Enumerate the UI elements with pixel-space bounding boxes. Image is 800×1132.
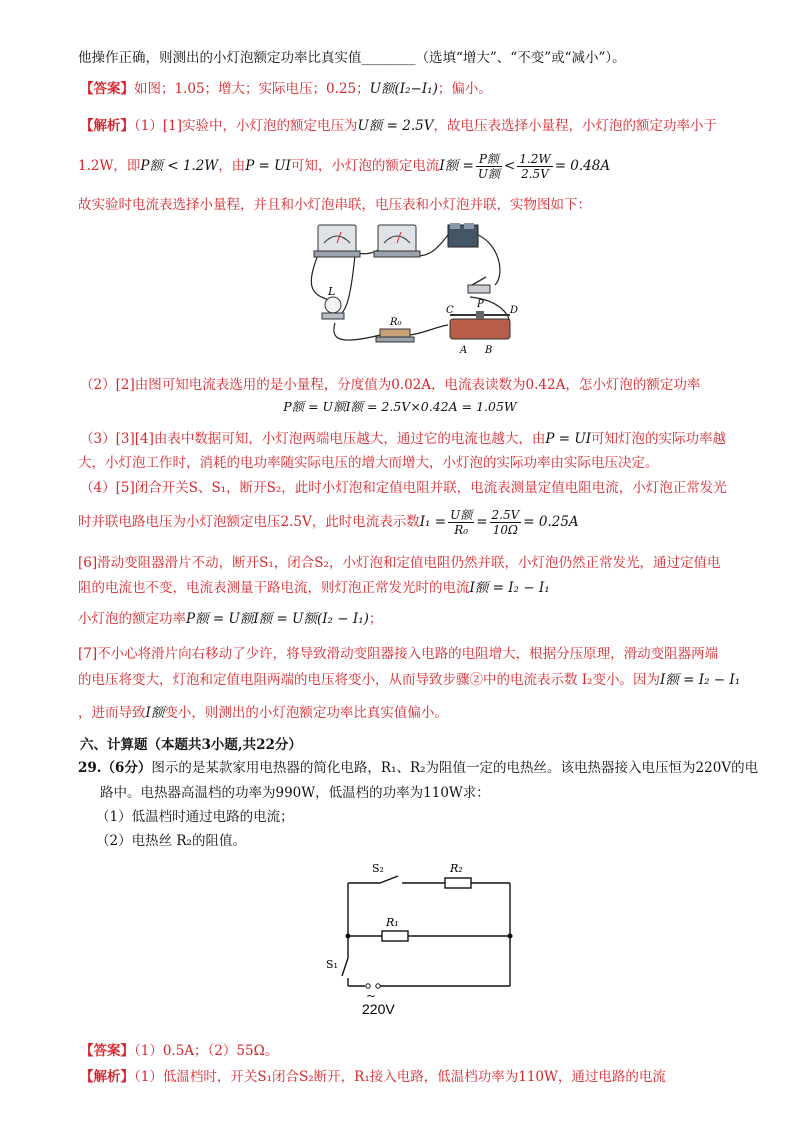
fraction <box>476 152 502 181</box>
switch-icon <box>468 285 490 293</box>
formula: P额 = U额I额 = U额(I₂ − I₁) <box>186 611 369 627</box>
question-number: 29. <box>78 760 102 776</box>
formula: = 0.48A <box>554 158 611 174</box>
formula: U额 = 2.5V <box>357 118 434 134</box>
analysis-text: （1）[1]实验中，小灯泡的额定电压为 <box>134 118 358 134</box>
analysis-text: 变小，则测出的小灯泡额定功率比真实值偏小。 <box>164 705 448 721</box>
fraction-denominator: R₀ <box>454 523 469 537</box>
formula: I额 = I₂ − I₁ <box>660 672 741 688</box>
label-C: C <box>446 305 454 316</box>
label-B: B <box>485 345 493 356</box>
section-title: 六、计算题（本题共3小题,共22分） <box>80 737 302 753</box>
analysis-text: （1）低温档时，开关S₁闭合S₂断开，R₁接入电路，低温档功率为110W，通过电路的电流 <box>134 1069 666 1085</box>
answer-formula: U额(I₂−I₁) <box>369 81 438 97</box>
analysis-text: 小灯泡的额定功率 <box>78 611 186 627</box>
junction-dot <box>508 934 513 939</box>
analysis-line-13 <box>78 643 770 665</box>
fraction <box>490 508 522 537</box>
label-P: P <box>477 299 484 310</box>
analysis-text: （4）[5]闭合开关S、S₁，断开S₂，此时小灯泡和定值电阻并联，电流表测量定值电阻电流，小灯泡正常发光 <box>80 480 727 496</box>
fraction-denominator: 10Ω <box>492 523 518 537</box>
analysis-line-final <box>80 1066 770 1088</box>
label-ac: ~ <box>366 989 377 1003</box>
fraction-numerator: U额 <box>450 508 473 522</box>
terminal-dot <box>376 984 380 988</box>
label-S2: S₂ <box>372 862 384 875</box>
analysis-line-14 <box>78 669 770 691</box>
analysis-line-12 <box>78 608 770 630</box>
analysis-line-2 <box>78 146 770 186</box>
answer-tag: 【答案】 <box>80 81 134 97</box>
question-tail <box>78 47 770 69</box>
formula: = <box>476 514 488 530</box>
formula: P额 = U额I额 = 2.5V×0.42A = 1.05W <box>283 399 517 414</box>
analysis-text: ，进而导致 <box>78 705 146 721</box>
label-voltage: 220V <box>362 1001 395 1017</box>
analysis-line-1 <box>80 115 770 137</box>
analysis-tag: 【解析】 <box>80 1069 134 1085</box>
analysis-line-11 <box>78 577 770 599</box>
answer-tag: 【答案】 <box>80 1043 134 1059</box>
answer-text-a: 如图；1.05；增大；实际电压；0.25； <box>134 81 370 97</box>
circuit-schematic-figure <box>320 858 530 1018</box>
analysis-line-6 <box>80 428 770 450</box>
analysis-text: 1.2W，即 <box>78 158 141 174</box>
fraction-numerator: 2.5V <box>491 508 520 522</box>
analysis-text: ，故电压表选择小量程，小灯泡的额定功率小于 <box>433 118 717 134</box>
question-29-sub-1 <box>96 806 770 828</box>
voltmeter-icon <box>378 225 416 253</box>
label-A: A <box>460 345 468 356</box>
question-29-sub-2 <box>96 830 770 852</box>
analysis-text: 阻的电流也不变，电流表测量干路电流，则灯泡正常发光时的电流 <box>78 580 470 596</box>
question-text: 他操作正确，则测出的小灯泡额定功率比真实值________（选填“增大”、“不变”或“减小”）。 <box>78 50 626 66</box>
analysis-text: 时并联电路电压为小灯泡额定电压2.5V，此时电流表示数 <box>78 514 420 530</box>
analysis-line-10 <box>78 552 770 574</box>
bulb-icon <box>325 297 341 313</box>
question-29-line-1 <box>78 757 770 779</box>
analysis-line-4 <box>80 374 770 396</box>
question-text: 图示的是某款家用电热器的简化电路，R₁、R₂为阻值一定的电热丝。该电热器接入电压恒为220V的电 <box>151 760 759 776</box>
question-29-line-2 <box>100 782 770 804</box>
label-R1: R₁ <box>386 916 399 929</box>
ammeter-icon <box>318 225 356 253</box>
formula: I额 = I₂ − I₁ <box>469 580 550 596</box>
analysis-text: （2）[2]由图可知电流表选用的是小量程，分度值为0.02A，电流表读数为0.42A，怎小灯泡的额定功率 <box>80 377 701 393</box>
answer-text: （1）0.5A；（2）55Ω。 <box>134 1043 279 1059</box>
analysis-text: （3）[3][4]由表中数据可知，小灯泡两端电压越大，通过它的电流也越大，由 <box>80 431 546 447</box>
analysis-text: [7]不小心将滑片向右移动了少许，将导致滑动变阻器接入电路的电阻增大，根据分压原理，滑动变阻器两端 <box>78 646 719 662</box>
analysis-text: 的电压将变大，灯泡和定值电阻两端的电压将变小，从而导致步骤②中的电流表示数 I₂变小。因为 <box>78 672 661 688</box>
question-score: （6分） <box>101 760 152 776</box>
analysis-text: 可知灯泡的实际功率越 <box>591 431 727 447</box>
formula: I额 = <box>439 158 474 174</box>
rheostat-icon <box>450 319 510 339</box>
fraction-denominator: U额 <box>477 167 500 181</box>
fraction-numerator: 1.2W <box>519 152 551 166</box>
label-R0: R₀ <box>390 317 402 328</box>
question-text: 路中。电热器高温档的功率为990W，低温档的功率为110W求： <box>100 785 490 801</box>
analysis-text: 可知，小灯泡的额定电流 <box>290 158 440 174</box>
analysis-line-9 <box>78 502 770 542</box>
formula-line <box>0 396 800 418</box>
sub-question: （2）电热丝 R₂的阻值。 <box>96 833 246 849</box>
analysis-tag: 【解析】 <box>80 118 134 134</box>
circuit-physical-figure <box>300 215 530 365</box>
analysis-text: [6]滑动变阻器滑片不动，断开S₁，闭合S₂，小灯泡和定值电阻仍然并联，小灯泡仍然正常发光，通过定值电 <box>78 555 721 571</box>
label-D: D <box>510 305 519 316</box>
analysis-text: ； <box>368 611 383 627</box>
sub-question: （1）低温档时通过电路的电流； <box>96 809 294 825</box>
answer-text-b: ；偏小。 <box>437 81 492 97</box>
label-R2: R₂ <box>450 862 463 875</box>
formula: I额 <box>145 705 165 721</box>
fraction <box>448 508 474 537</box>
formula: P额 < 1.2W <box>140 158 219 174</box>
terminal-dot <box>366 984 370 988</box>
junction-dot <box>346 934 351 939</box>
analysis-line-8 <box>80 477 770 499</box>
formula: < <box>503 158 516 174</box>
answer-line <box>80 78 770 100</box>
section-heading <box>80 734 770 756</box>
formula: P = UI <box>245 158 291 174</box>
answer-line-2 <box>80 1040 770 1062</box>
fraction-numerator: P额 <box>476 152 502 167</box>
fraction <box>517 152 552 181</box>
formula: I₁ = <box>419 514 447 530</box>
analysis-line-15 <box>78 702 770 724</box>
analysis-line-7 <box>78 452 770 474</box>
fraction-denominator: 2.5V <box>521 167 549 181</box>
formula: P = UI <box>545 431 592 447</box>
analysis-text: ，由 <box>218 158 246 174</box>
analysis-line-3 <box>78 194 770 216</box>
label-L: L <box>328 285 336 298</box>
analysis-text: 故实验时电流表选择小量程，并且和小灯泡串联，电压表和小灯泡并联，实物图如下： <box>78 197 591 213</box>
label-S1: S₁ <box>326 958 338 971</box>
formula: = 0.25A <box>523 514 579 530</box>
analysis-text: 大，小灯泡工作时，消耗的电功率随实际电压的增大而增大，小灯泡的实际功率由实际电压决定。 <box>78 455 659 471</box>
